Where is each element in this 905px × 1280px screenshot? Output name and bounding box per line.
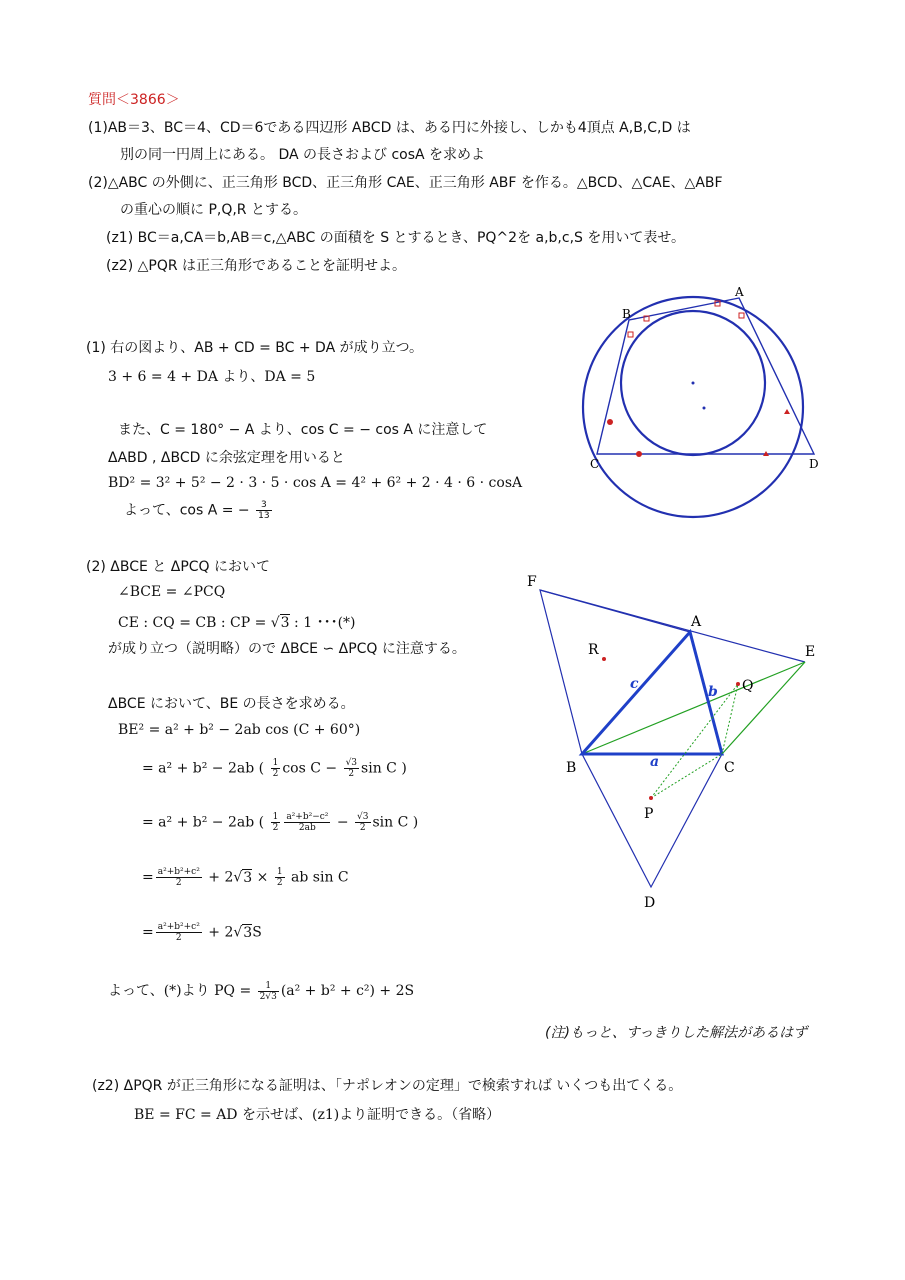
equation-final: よって、(*)より PQ = $\frac{1}{2√3}$ (a² + b² + c²) + 2S	[108, 980, 415, 1002]
line-pc	[651, 754, 722, 798]
answer1-line2: 3 + 6 = 4 + DA より、DA = 5	[108, 369, 316, 385]
question-z1: (z1) BC＝a,CA＝b,AB＝c,△ABC の面積を S とするとき、PQ^2を a,b,c,S を用いて表せ。	[106, 230, 685, 246]
side-label-c: c	[630, 676, 639, 692]
vertex-label-b: B	[622, 307, 631, 321]
question-part2-line1: (2)△ABC の外側に、正三角形 BCD、正三角形 CAE、正三角形 ABF を作る。△BCD、△CAE、△ABF	[88, 175, 723, 191]
equation-3: = a² + b² − 2ab ( $\frac{1}{2}$ $\frac{\text{a²+b²−c²}}{2ab}$ − $\frac{√3}{2}$ sin C )	[142, 812, 419, 833]
answer1-line5: BD² = 3² + 5² − 2 · 3 · 5 · cos A = 4² + 6² + 2 · 4 · 6 · cosA	[108, 475, 523, 491]
tangent-point	[607, 419, 613, 425]
figure-napoleon-theorem	[520, 566, 850, 916]
answer1-line6	[124, 500, 274, 521]
circumcircle	[583, 297, 803, 517]
circumcenter-point	[703, 407, 706, 410]
tangent-point	[636, 451, 642, 457]
answer1-cos-fraction: $\frac{3}{13}$	[258, 500, 270, 521]
figure-bicentric-quadrilateral	[580, 282, 830, 532]
question-part1-line1: (1)AB＝3、BC＝4、CD＝6である四辺形 ABCD は、ある円に外接し、しかも4頂点 A,B,C,D は	[88, 120, 691, 136]
side-label-a: a	[650, 754, 660, 770]
vertex-label-e: E	[805, 644, 816, 660]
line-cq	[722, 684, 738, 754]
answer1-line3: また、C = 180° − A より、cos C = − cos A に注意して	[118, 422, 488, 438]
vertex-label-a: A	[735, 285, 744, 299]
vertex-label-f: F	[527, 574, 537, 590]
point-q	[736, 682, 740, 686]
vertex-label-d: D	[644, 895, 656, 911]
answer2-line3: CE : CQ = CB : CP = √3 : 1 ･･･(*)	[118, 615, 356, 631]
equation-4: = $\frac{\text{a²+b²+c²}}{2}$ + 2√3 × $\frac{1}{2}$ ab sin C	[142, 867, 349, 888]
vertex-label-a: A	[691, 614, 702, 630]
point-label-r: R	[588, 642, 599, 658]
answer1-line4: ΔABD , ΔBCD に余弦定理を用いると	[108, 450, 345, 466]
answer1-cos-prefix: よって、cos A = −	[124, 502, 250, 519]
line-ce	[722, 662, 805, 754]
line-be	[582, 662, 805, 754]
equation-5: = $\frac{\text{a²+b²+c²}}{2}$ + 2√3S	[142, 922, 262, 943]
point-r	[602, 657, 606, 661]
answer2-line4: が成り立つ（説明略）ので ΔBCE ∽ ΔPCQ に注意する。	[108, 641, 466, 657]
triangle-abf	[540, 590, 690, 754]
equation-2: = a² + b² − 2ab ( $\frac{1}{2}$ cos C − $\frac{√3}{2}$ sin C )	[142, 758, 407, 779]
point-label-p: P	[644, 806, 654, 822]
vertex-label-c: C	[590, 457, 600, 471]
answer1-line1: (1) 右の図より、AB + CD = BC + DA が成り立つ。	[86, 340, 424, 356]
equation-1: BE² = a² + b² − 2ab cos (C + 60°)	[118, 722, 361, 738]
tangent-mark	[628, 332, 633, 337]
question-z2: (z2) △PQR は正三角形であることを証明せよ。	[106, 258, 407, 274]
point-label-q: Q	[742, 678, 754, 694]
tangent-mark	[784, 409, 790, 414]
question-title: 質問＜3866＞	[88, 92, 180, 108]
tangent-mark	[739, 313, 744, 318]
incenter-point	[692, 382, 695, 385]
question-part1-line2: 別の同一円周上にある。 DA の長さおよび cosA を求めよ	[120, 147, 486, 163]
footnote: (注)もっと、すっきりした解法があるはず	[545, 1025, 808, 1041]
triangle-abc	[582, 632, 722, 754]
answer2-line2: ∠BCE = ∠PCQ	[118, 584, 226, 600]
vertex-label-c: C	[724, 760, 735, 776]
answer2-line1: (2) ΔBCE と ΔPCQ において	[86, 559, 271, 575]
side-label-b: b	[708, 684, 718, 700]
point-p	[649, 796, 653, 800]
answer3-line2: BE = FC = AD を示せば、(z1)より証明できる。（省略）	[134, 1107, 501, 1123]
answer2-line5: ΔBCE において、BE の長さを求める。	[108, 696, 355, 712]
quadrilateral-abcd	[597, 298, 814, 454]
answer3-line1: (z2) ΔPQR が正三角形になる証明は、「ナポレオンの定理」で検索すれば いくつも出てくる。	[92, 1078, 683, 1094]
vertex-label-b: B	[566, 760, 577, 776]
vertex-label-d: D	[809, 457, 819, 471]
question-part2-line2: の重心の順に P,Q,R とする。	[120, 202, 307, 218]
